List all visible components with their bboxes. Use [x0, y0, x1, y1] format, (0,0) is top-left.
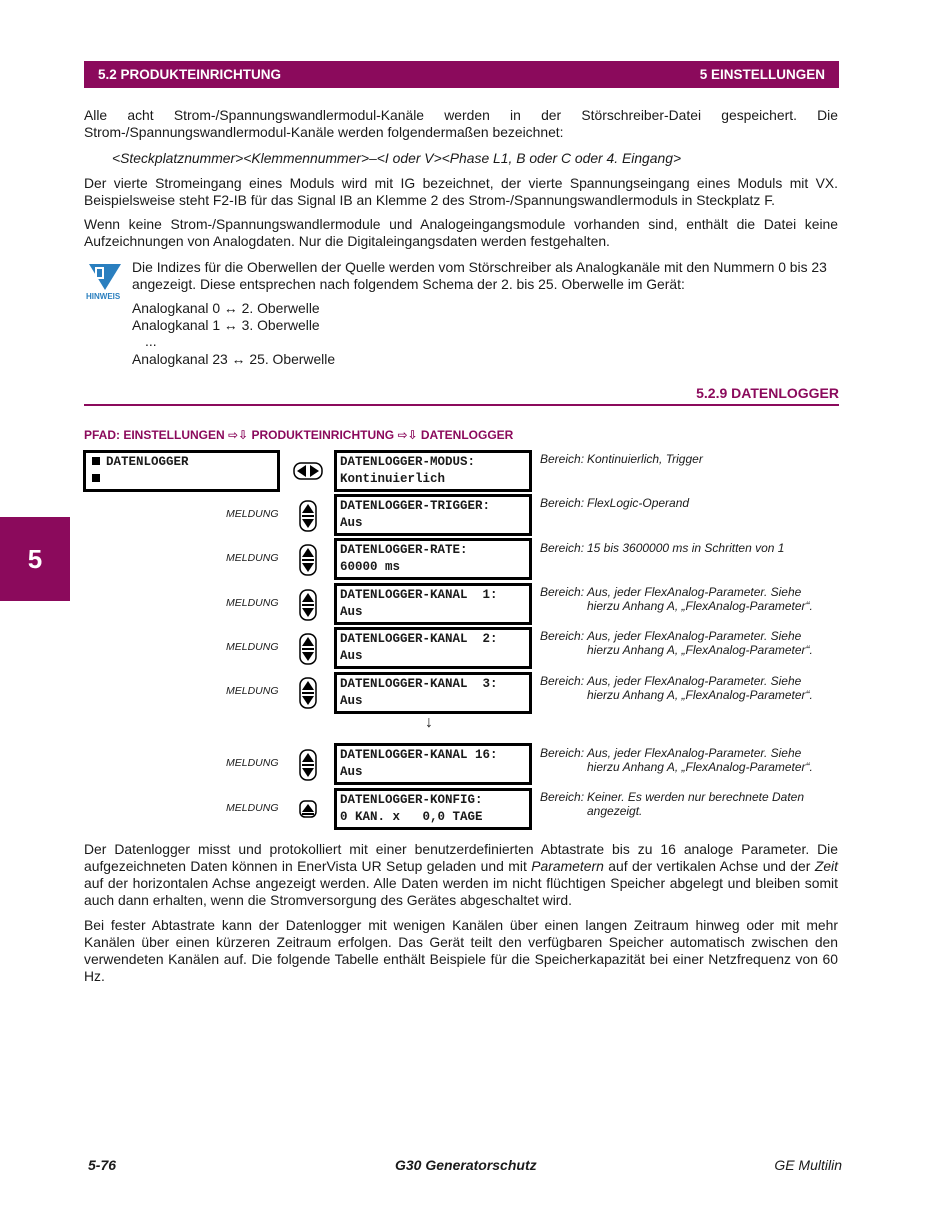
hinweis-label: HINWEIS — [86, 292, 121, 301]
paragraph-2: Der vierte Stromeingang eines Moduls wird mit IG bezeichnet, der vierte Spannungseingang eines Moduls mit VX. Beispielsweise steht F2-IB für das Signal IB an Klemme 2 des Strom-/Spannungswandlermoduls in Steckplatz F. — [84, 175, 838, 208]
range-text: 15 bis 3600000 ms in Schritten von 1 — [587, 541, 785, 555]
section-title: 5.2.9 DATENLOGGER — [696, 385, 839, 401]
setting-value: 0 KAN. x 0,0 TAGE — [340, 810, 483, 824]
setting-name: DATENLOGGER-RATE: — [340, 543, 468, 557]
setting-value: Aus — [340, 694, 363, 708]
company-name: GE Multilin — [774, 1157, 842, 1173]
paragraph-4 — [84, 841, 838, 909]
range-label: Bereich: — [540, 674, 585, 688]
meldung-label: MELDUNG — [226, 685, 279, 697]
range-text: Aus, jeder FlexAnalog-Parameter. Siehe hierzu Anhang A, „FlexAnalog-Parameter“. — [587, 629, 813, 657]
chapter-tab[interactable]: 5 — [0, 517, 70, 601]
note-line: Analogkanal 0 ↔ 2. Oberwelle — [132, 300, 320, 316]
paragraph-4-part: auf der vertikalen Achse und der — [603, 858, 815, 874]
note-line: Analogkanal 1 ↔ 3. Oberwelle — [132, 317, 320, 333]
setting-display-rate[interactable] — [334, 538, 532, 580]
setting-name: DATENLOGGER-KANAL 2: — [340, 632, 498, 646]
setting-name: DATENLOGGER-TRIGGER: — [340, 499, 491, 513]
setting-name: DATENLOGGER-KANAL 1: — [340, 588, 498, 602]
setting-display-kanal-1[interactable] — [334, 583, 532, 625]
paragraph-4-part: Der Datenlogger misst und protokolliert mit einer benutzerdefinierten Abtastrate bis zu 16 analoge Parameter. Die aufgezeichneten Daten können in EnerVista UR Setup geladen und mit — [84, 841, 838, 874]
channel-format: <Steckplatznummer><Klemmennummer>–<I oder V><Phase L1, B oder C oder 4. Eingang> — [112, 150, 682, 166]
range-label: Bereich: — [540, 790, 585, 804]
meldung-label: MELDUNG — [226, 641, 279, 653]
product-name: G30 Generatorschutz — [395, 1157, 537, 1173]
left-right-key-icon[interactable] — [293, 462, 323, 480]
range-label: Bereich: — [540, 541, 585, 555]
setting-display-kanal-2[interactable] — [334, 627, 532, 669]
paragraph-4-emphasis: Zeit — [814, 858, 838, 874]
meldung-label: MELDUNG — [226, 552, 279, 564]
paragraph-4-part: auf der horizontalen Achse angezeigt werden. Alle Daten werden im nicht flüchtigen Speicher abgelegt und bleiben somit auch dann erhalten, wenn die Stromversorgung des Gerätes abgeschaltet wird. — [84, 875, 838, 908]
paragraph-5: Bei fester Abtastrate kann der Datenlogger mit wenigen Kanälen über einen langen Zeitraum hinweg oder mit mehr Kanälen über einen kürzeren Zeitraum erfolgen. Das Gerät teilt den verfügbaren Speicher automatisch zwischen den verwendeten Kanälen auf. Die folgende Tabelle enthält Beispiele für die Speicherkapazität bei einer Netzfrequenz von 60 Hz. — [84, 917, 838, 984]
range-label: Bereich: — [540, 452, 585, 466]
header-right: 5 EINSTELLUNGEN — [699, 67, 825, 82]
setting-display-kanal-3[interactable] — [334, 672, 532, 714]
range-label: Bereich: — [540, 496, 585, 510]
range-label: Bereich: — [540, 629, 585, 643]
up-down-key-icon[interactable] — [299, 544, 317, 576]
setting-value: Aus — [340, 516, 363, 530]
setting-display-kanal-16[interactable] — [334, 743, 532, 785]
continuation-arrow: ↓ — [425, 714, 433, 731]
setting-name: DATENLOGGER-KANAL 3: — [340, 677, 498, 691]
setting-value: Aus — [340, 605, 363, 619]
up-down-key-icon[interactable] — [299, 500, 317, 532]
bullet-icon — [92, 457, 100, 465]
range-text: Kontinuierlich, Trigger — [587, 452, 703, 466]
up-key-icon[interactable] — [299, 800, 317, 818]
paragraph-3: Wenn keine Strom-/Spannungswandlermodule und Analogeingangsmodule vorhanden sind, enthält die Datei keine Aufzeichnungen von Analogdaten. Nur die Digitaleingangsdaten werden festgehalten. — [84, 216, 838, 249]
up-down-key-icon[interactable] — [299, 677, 317, 709]
meldung-label: MELDUNG — [226, 508, 279, 520]
setting-display-trigger[interactable] — [334, 494, 532, 536]
section-header-bar — [84, 61, 839, 88]
range-text: Aus, jeder FlexAnalog-Parameter. Siehe hierzu Anhang A, „FlexAnalog-Parameter“. — [587, 585, 813, 613]
setting-display-konfig[interactable] — [334, 788, 532, 830]
menu-header-display[interactable] — [83, 450, 280, 492]
setting-name: DATENLOGGER-KANAL 16: — [340, 748, 498, 762]
setting-name: DATENLOGGER-KONFIG: — [340, 793, 483, 807]
note-text: Die Indizes für die Oberwellen der Quelle werden vom Störschreiber als Analogkanäle mit den Nummern 0 bis 23 angezeigt. Diese entsprechen nach folgendem Schema der 2. bis 25. Oberwelle im Gerät: — [132, 259, 827, 292]
meldung-label: MELDUNG — [226, 597, 279, 609]
page-number: 5-76 — [88, 1157, 117, 1173]
range-text: Aus, jeder FlexAnalog-Parameter. Siehe hierzu Anhang A, „FlexAnalog-Parameter“. — [587, 674, 813, 702]
range-text: FlexLogic-Operand — [587, 496, 690, 510]
bullet-icon — [92, 474, 100, 482]
up-down-key-icon[interactable] — [299, 633, 317, 665]
range-text: Aus, jeder FlexAnalog-Parameter. Siehe hierzu Anhang A, „FlexAnalog-Parameter“. — [587, 746, 813, 774]
paragraph-1: Alle acht Strom-/Spannungswandlermodul-Kanäle werden in der Störschreiber-Datei gespeichert. Die Strom-/Spannungswandlermodul-Kanäle werden folgendermaßen bezeichnet: — [84, 107, 838, 140]
range-label: Bereich: — [540, 746, 585, 760]
setting-value: Aus — [340, 765, 363, 779]
up-down-key-icon[interactable] — [299, 749, 317, 781]
menu-header-title: DATENLOGGER — [106, 455, 189, 469]
note-line: Analogkanal 23 ↔ 25. Oberwelle — [132, 351, 336, 367]
range-text: Keiner. Es werden nur berechnete Daten angezeigt. — [587, 790, 805, 818]
setting-value: 60000 ms — [340, 560, 401, 574]
note-line: ... — [145, 333, 157, 349]
setting-display-modus[interactable] — [334, 450, 532, 492]
meldung-label: MELDUNG — [226, 757, 279, 769]
paragraph-4-emphasis: Parametern — [531, 858, 604, 874]
up-down-key-icon[interactable] — [299, 589, 317, 621]
menu-path: PFAD: EINSTELLUNGEN ⇨⇩ PRODUKTEINRICHTUNG ⇨⇩ DATENLOGGER — [84, 428, 514, 442]
setting-name: DATENLOGGER-MODUS: — [340, 455, 476, 469]
meldung-label: MELDUNG — [226, 802, 279, 814]
setting-value: Aus — [340, 649, 363, 663]
setting-value: Kontinuierlich — [340, 472, 446, 486]
header-left: 5.2 PRODUKTEINRICHTUNG — [98, 67, 282, 82]
range-label: Bereich: — [540, 585, 585, 599]
section-divider — [84, 404, 839, 406]
